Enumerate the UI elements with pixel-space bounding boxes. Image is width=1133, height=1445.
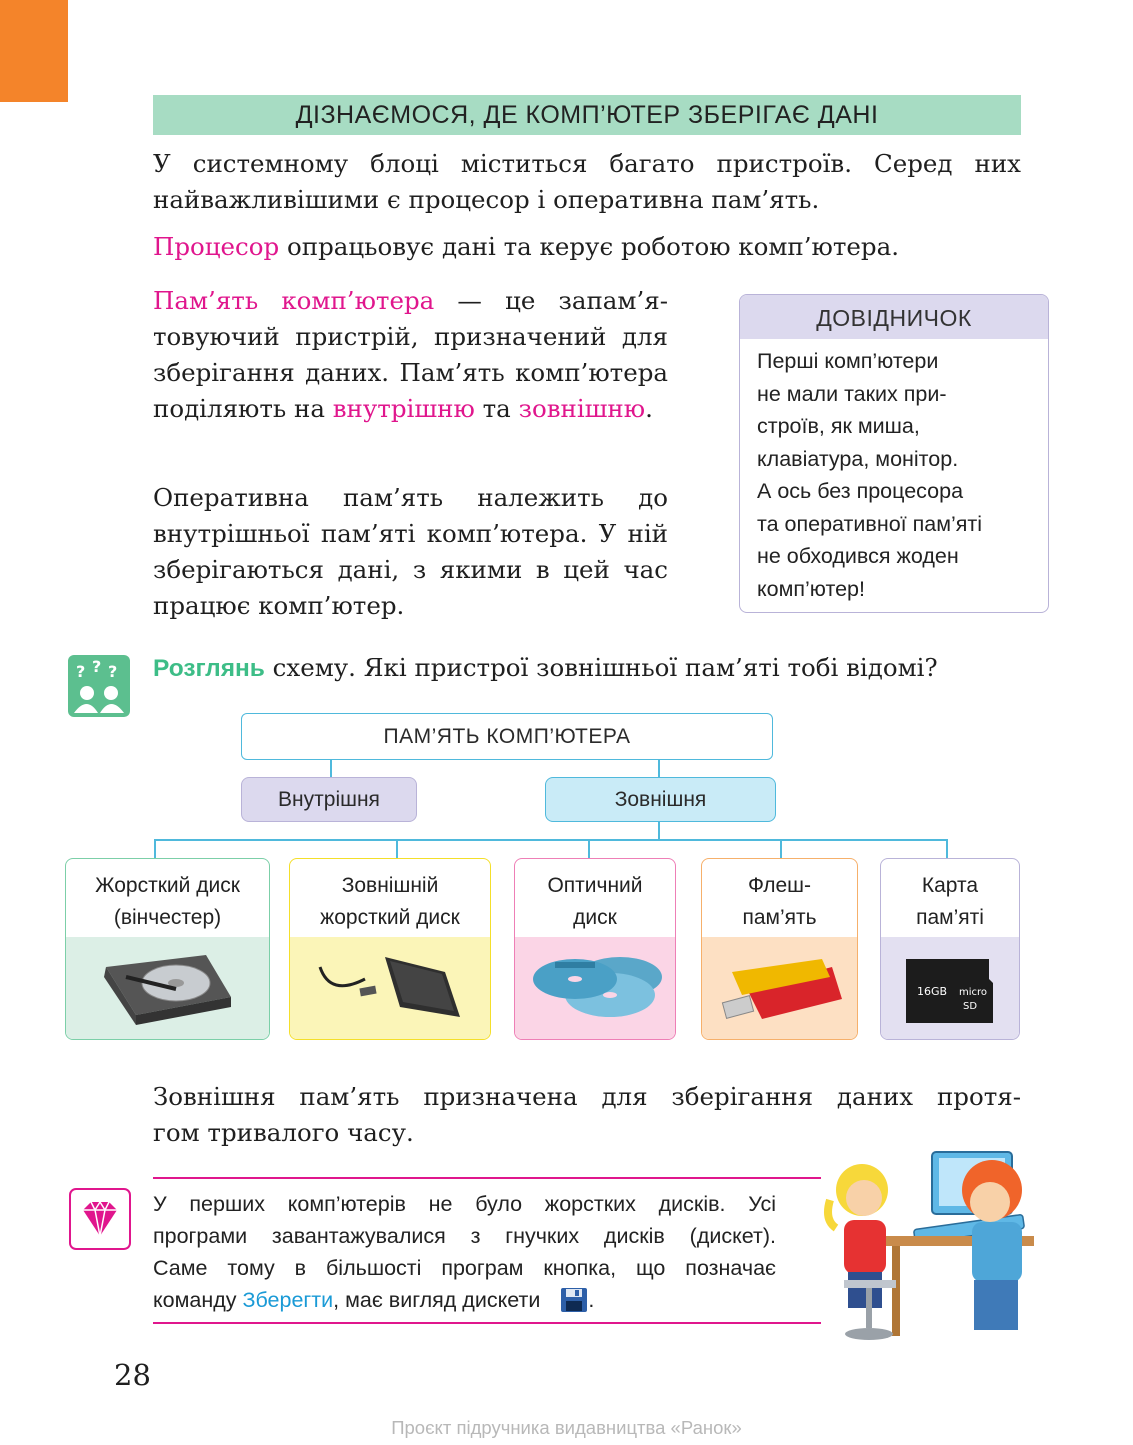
connector-line — [330, 760, 332, 777]
question-verb: Розглянь — [153, 655, 265, 682]
question-text: схему. Які пристрої зовнішньої пам’яті тобі відомі? — [264, 653, 938, 682]
processor-definition: опрацьовує дані та керує роботою комп’ютера. — [279, 232, 900, 261]
card-title — [881, 859, 1019, 937]
svg-text:?: ? — [108, 662, 118, 681]
card-title-line: Флеш- — [747, 874, 812, 897]
external-disk-image — [290, 937, 490, 1039]
paragraph-1-line-2: найважливішими є процесор і оперативна пам’ять. — [153, 185, 820, 214]
flash-memory-card — [701, 858, 858, 1040]
svg-text:?: ? — [76, 662, 86, 681]
card-title — [702, 859, 857, 937]
microsd-image — [881, 937, 1019, 1039]
card-title — [515, 859, 675, 937]
card-title-line: Жорсткий диск — [95, 874, 240, 897]
external-hard-disk-card — [289, 858, 491, 1040]
connector-line — [588, 839, 590, 859]
internal-memory-node: Внутрішня — [241, 777, 417, 822]
external-memory-line-2: гом тривалого часу. — [153, 1118, 414, 1147]
reference-box-body — [740, 339, 1048, 605]
memory-card-label: 16GB — [917, 985, 948, 998]
svg-text:?: ? — [92, 657, 102, 676]
section-heading: ДІЗНАЄМОСЯ, ДЕ КОМП’ЮТЕР ЗБЕРІГАЄ ДАНІ — [153, 95, 1021, 135]
note-text: , має вигляд дискети — [333, 1288, 541, 1312]
external-memory-node: Зовнішня — [545, 777, 776, 822]
reference-line: клавіатура, монітор. — [757, 446, 959, 471]
page-number: 28 — [114, 1358, 151, 1392]
paragraph-2 — [153, 229, 1021, 265]
optical-disk-image — [515, 937, 675, 1039]
note-line: програми завантажувалися з гнучких дисків (дискет). — [153, 1224, 776, 1248]
connector-line — [946, 839, 948, 859]
reference-line: та оперативної пам’яті — [757, 511, 983, 536]
connector-line — [154, 839, 948, 841]
paragraph-4: Оперативна пам’ять належить до внутрішньої пам’яті комп’ютера. У ній зберігаються дані, з якими в цей час працює комп’ютер. — [153, 483, 668, 620]
diamond-icon — [69, 1188, 131, 1250]
reference-line: комп’ютер! — [757, 576, 865, 601]
reference-line: строїв, як миша, — [757, 414, 920, 438]
page-corner-tab — [0, 0, 68, 102]
card-title-line: Зовнішній — [341, 874, 439, 897]
reference-line: Перші комп’ютери — [757, 349, 939, 373]
card-title — [66, 859, 269, 937]
note-top-divider — [153, 1177, 821, 1179]
external-memory-line-1: Зовнішня пам’ять призначена для зберігання даних протя- — [153, 1082, 1021, 1111]
period: . — [645, 394, 653, 423]
note-line: Саме тому в більшості програм кнопка, що позначає — [153, 1256, 776, 1280]
note-line — [153, 1284, 776, 1316]
footer-credit: Проєкт підручника видавництва «Ранок» — [391, 1417, 742, 1438]
card-title-line: диск — [573, 905, 617, 929]
svg-text:SD: SD — [963, 1001, 978, 1012]
card-title-line: Карта — [921, 874, 979, 897]
connector-line — [396, 839, 398, 859]
hard-disk-image — [66, 937, 269, 1039]
reference-box — [739, 294, 1049, 613]
connector-line — [658, 822, 660, 840]
reference-line: не мали таких при- — [757, 381, 947, 406]
reference-box-title: ДОВІДНИЧОК — [740, 295, 1048, 339]
connector-line — [658, 760, 660, 777]
processor-term: Процесор — [153, 232, 280, 261]
paragraph-1-line-1: У системному блоці міститься багато пристроїв. Серед них — [153, 149, 1021, 178]
optical-disk-card — [514, 858, 676, 1040]
memory-term: Пам’ять комп’ютера — [153, 286, 435, 315]
flash-drive-image — [702, 937, 857, 1039]
note-text: команду — [153, 1288, 243, 1312]
card-title-line: пам’яті — [916, 905, 984, 929]
discussion-icon — [68, 655, 130, 717]
note-text: . — [588, 1288, 595, 1312]
card-title — [290, 859, 490, 937]
question-prompt — [153, 650, 938, 687]
external-term: зовнішню — [518, 394, 646, 423]
card-title-line: пам’ять — [742, 905, 817, 929]
connector-line — [780, 839, 782, 859]
card-title-line: (вінчестер) — [113, 905, 222, 929]
reference-line: не обходився жоден — [757, 544, 959, 568]
paragraph-1 — [153, 146, 1021, 218]
memory-card-card — [880, 858, 1020, 1040]
did-you-know-note — [153, 1188, 776, 1316]
note-line: У перших комп’ютерів не було жорстких дисків. Усі — [153, 1192, 776, 1216]
memory-definition: — це запам’ятовуючий пристрій, призначений для зберігання даних. Пам’ять комп’ютера поділяють на — [153, 286, 668, 423]
card-title-line: Оптичний — [547, 874, 643, 897]
children-at-computer-illustration — [822, 1140, 1054, 1350]
svg-text:micro: micro — [959, 987, 988, 998]
floppy-disk-icon — [560, 1287, 588, 1313]
reference-line: А ось без процесора — [757, 479, 964, 503]
conjunction: та — [474, 394, 519, 423]
note-bottom-divider — [153, 1322, 821, 1324]
internal-term: внутрішню — [332, 394, 475, 423]
diagram-root-node: ПАМ’ЯТЬ КОМП’ЮТЕРА — [241, 713, 773, 760]
card-title-line: жорсткий диск — [320, 905, 460, 929]
paragraph-3 — [153, 283, 668, 427]
save-command-term: Зберегти — [242, 1288, 334, 1312]
hard-disk-card — [65, 858, 270, 1040]
connector-line — [154, 839, 156, 859]
